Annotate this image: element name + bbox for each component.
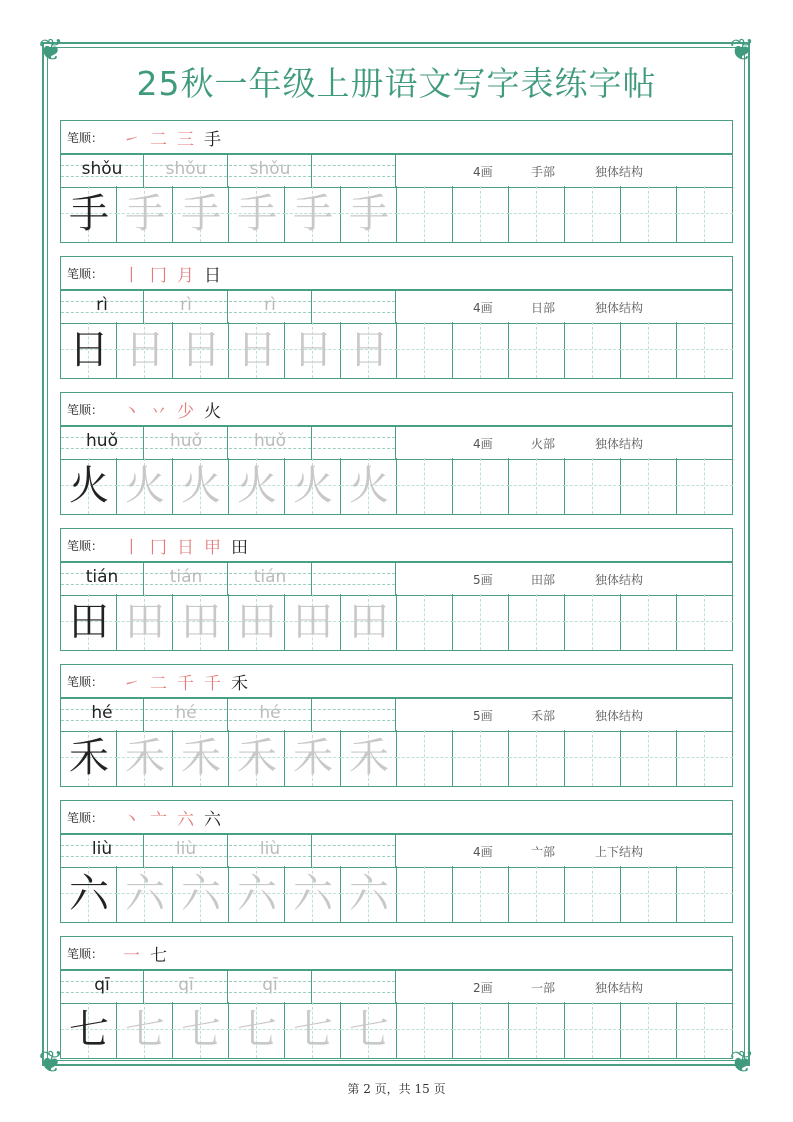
pinyin-box <box>229 563 312 595</box>
trace-character: 火 <box>125 463 165 509</box>
stroke-step: 丷 <box>150 401 167 422</box>
stroke-order-label: 笔顺： <box>67 675 104 689</box>
pinyin-box <box>145 835 228 867</box>
pinyin-text: shǒu <box>81 159 123 179</box>
stroke-order-label: 笔顺： <box>67 539 104 553</box>
pinyin-text: liù <box>91 839 113 859</box>
grid-cell <box>117 186 173 242</box>
pinyin-box <box>313 291 396 323</box>
pinyin-box <box>313 971 396 1003</box>
empty-grid-cell[interactable] <box>453 866 509 922</box>
empty-grid-cell[interactable] <box>621 1002 677 1058</box>
stroke-step: 冂 <box>150 265 167 286</box>
stroke-sequence <box>123 394 221 424</box>
pinyin-text: huǒ <box>254 431 286 451</box>
grid-cell <box>229 186 285 242</box>
empty-grid-cell[interactable] <box>565 1002 621 1058</box>
model-character: 火 <box>69 463 109 509</box>
pinyin-row <box>60 562 733 596</box>
grid-cell <box>61 866 117 922</box>
trace-character: 禾 <box>181 735 221 781</box>
structure: 独体结构 <box>595 437 644 451</box>
stroke-count: 4画 <box>473 301 493 315</box>
empty-grid-cell[interactable] <box>509 1002 565 1058</box>
pinyin-box <box>145 971 228 1003</box>
stroke-count: 4画 <box>473 845 493 859</box>
empty-grid-cell[interactable] <box>397 866 453 922</box>
trace-character: 手 <box>181 191 221 237</box>
stroke-step: 千 <box>204 673 221 694</box>
pinyin-row <box>60 154 733 188</box>
grid-cell <box>173 594 229 650</box>
pinyin-box <box>61 563 144 595</box>
pinyin-text: liù <box>175 839 197 859</box>
grid-cell <box>229 458 285 514</box>
stroke-step: 手 <box>204 129 221 150</box>
trace-character: 六 <box>293 871 333 917</box>
pinyin-box <box>229 699 312 731</box>
structure: 独体结构 <box>595 301 644 315</box>
grid-cell <box>61 594 117 650</box>
pinyin-text: liù <box>259 839 281 859</box>
pinyin-box <box>61 699 144 731</box>
stroke-count: 4画 <box>473 165 493 179</box>
stroke-step: 丨 <box>123 537 140 558</box>
grid-cell <box>117 1002 173 1058</box>
pinyin-text: tián <box>169 567 203 587</box>
radical: 亠部 <box>531 845 556 859</box>
structure: 独体结构 <box>595 709 644 723</box>
pinyin-box <box>229 835 312 867</box>
grid-cell <box>61 730 117 786</box>
stroke-step: 三 <box>177 129 194 150</box>
trace-character: 田 <box>125 599 165 645</box>
pinyin-text: shǒu <box>165 159 207 179</box>
stroke-step: 丶 <box>123 401 140 422</box>
radical: 田部 <box>531 573 556 587</box>
grid-cell <box>341 186 397 242</box>
empty-grid-cell[interactable] <box>397 458 453 514</box>
radical: 火部 <box>531 437 556 451</box>
trace-character: 六 <box>237 871 277 917</box>
pinyin-box <box>61 291 144 323</box>
stroke-step: 日 <box>204 265 221 286</box>
pinyin-box <box>229 291 312 323</box>
grid-cell <box>117 866 173 922</box>
corner-ornament-icon: ❦ <box>38 1045 64 1080</box>
stroke-order-row <box>60 256 733 290</box>
stroke-step: 六 <box>204 809 221 830</box>
pinyin-row <box>60 834 733 868</box>
trace-character: 七 <box>293 1007 333 1053</box>
trace-character: 六 <box>349 871 389 917</box>
grid-cell <box>341 594 397 650</box>
pinyin-row <box>60 426 733 460</box>
writing-grid <box>60 1002 733 1059</box>
stroke-order-label: 笔顺： <box>67 403 104 417</box>
pinyin-box <box>229 971 312 1003</box>
pinyin-text: shǒu <box>249 159 291 179</box>
writing-grid <box>60 730 733 787</box>
stroke-sequence <box>123 122 221 152</box>
model-character: 手 <box>69 191 109 237</box>
grid-cell <box>173 866 229 922</box>
writing-grid <box>60 322 733 379</box>
empty-grid-cell[interactable] <box>621 186 677 242</box>
grid-cell <box>229 866 285 922</box>
grid-cell <box>285 1002 341 1058</box>
stroke-sequence <box>123 666 248 696</box>
trace-character: 火 <box>181 463 221 509</box>
pinyin-row <box>60 970 733 1004</box>
stroke-order-label: 笔顺： <box>67 811 104 825</box>
stroke-step: 冂 <box>150 537 167 558</box>
writing-grid <box>60 458 733 515</box>
empty-grid-cell[interactable] <box>397 1002 453 1058</box>
grid-cell <box>117 730 173 786</box>
pinyin-box <box>145 563 228 595</box>
empty-grid-cell[interactable] <box>453 730 509 786</box>
empty-grid-cell[interactable] <box>565 594 621 650</box>
empty-grid-cell[interactable] <box>621 594 677 650</box>
stroke-step: 甲 <box>204 537 221 558</box>
grid-cell <box>229 1002 285 1058</box>
trace-character: 日 <box>125 327 165 373</box>
pinyin-text: huǒ <box>170 431 202 451</box>
stroke-order-row <box>60 528 733 562</box>
grid-cell <box>117 594 173 650</box>
grid-cell <box>61 186 117 242</box>
pinyin-box <box>145 427 228 459</box>
character-block <box>60 120 733 244</box>
empty-grid-cell[interactable] <box>565 458 621 514</box>
trace-character: 田 <box>293 599 333 645</box>
grid-cell <box>285 866 341 922</box>
stroke-order-row <box>60 664 733 698</box>
stroke-count: 4画 <box>473 437 493 451</box>
trace-character: 禾 <box>349 735 389 781</box>
page-title: 25秋一年级上册语文写字表练字帖 <box>136 64 657 103</box>
pinyin-box <box>313 155 396 187</box>
stroke-step: ㇀ <box>123 129 140 150</box>
empty-grid-cell[interactable] <box>453 322 509 378</box>
stroke-step: 禾 <box>231 673 248 694</box>
character-block <box>60 936 733 1060</box>
pinyin-text: qī <box>178 975 194 995</box>
empty-grid-cell[interactable] <box>509 866 565 922</box>
trace-character: 禾 <box>125 735 165 781</box>
stroke-step: 田 <box>231 537 248 558</box>
stroke-order-label: 笔顺： <box>67 131 104 145</box>
radical: 日部 <box>531 301 556 315</box>
stroke-order-row <box>60 800 733 834</box>
pinyin-box <box>229 155 312 187</box>
empty-grid-cell[interactable] <box>565 730 621 786</box>
trace-character: 七 <box>237 1007 277 1053</box>
stroke-order-row <box>60 392 733 426</box>
trace-character: 田 <box>349 599 389 645</box>
trace-character: 日 <box>293 327 333 373</box>
pinyin-text: huǒ <box>86 431 118 451</box>
grid-cell <box>285 594 341 650</box>
pinyin-text: tián <box>253 567 287 587</box>
trace-character: 日 <box>349 327 389 373</box>
grid-cell <box>61 322 117 378</box>
corner-ornament-icon: ❦ <box>38 33 64 68</box>
grid-cell <box>61 1002 117 1058</box>
trace-character: 手 <box>125 191 165 237</box>
trace-character: 七 <box>125 1007 165 1053</box>
structure: 独体结构 <box>595 981 644 995</box>
empty-grid-cell[interactable] <box>509 322 565 378</box>
grid-cell <box>341 458 397 514</box>
stroke-step: 千 <box>177 673 194 694</box>
grid-cell <box>341 322 397 378</box>
trace-character: 手 <box>349 191 389 237</box>
stroke-step: ㇀ <box>123 673 140 694</box>
corner-ornament-icon: ❦ <box>729 1045 755 1080</box>
grid-cell <box>341 1002 397 1058</box>
stroke-order-label: 笔顺： <box>67 947 104 961</box>
pinyin-text: hé <box>259 703 281 723</box>
trace-character: 手 <box>293 191 333 237</box>
empty-grid-cell[interactable] <box>509 730 565 786</box>
trace-character: 火 <box>349 463 389 509</box>
model-character: 六 <box>69 871 109 917</box>
trace-character: 田 <box>237 599 277 645</box>
empty-grid-cell[interactable] <box>565 866 621 922</box>
empty-grid-cell[interactable] <box>677 322 733 378</box>
pinyin-text: rì <box>180 295 192 315</box>
trace-character: 手 <box>237 191 277 237</box>
pinyin-box <box>229 427 312 459</box>
empty-grid-cell[interactable] <box>565 186 621 242</box>
empty-grid-cell[interactable] <box>453 1002 509 1058</box>
pinyin-box <box>61 155 144 187</box>
trace-character: 禾 <box>293 735 333 781</box>
stroke-count: 2画 <box>473 981 493 995</box>
character-block <box>60 664 733 788</box>
pinyin-box <box>145 699 228 731</box>
empty-grid-cell[interactable] <box>453 458 509 514</box>
empty-grid-cell[interactable] <box>397 594 453 650</box>
grid-cell <box>341 730 397 786</box>
trace-character: 六 <box>181 871 221 917</box>
character-block <box>60 392 733 516</box>
grid-cell <box>173 186 229 242</box>
pinyin-box <box>61 427 144 459</box>
empty-grid-cell[interactable] <box>677 186 733 242</box>
grid-cell <box>229 322 285 378</box>
stroke-sequence <box>123 802 221 832</box>
corner-ornament-icon: ❦ <box>729 33 755 68</box>
empty-grid-cell[interactable] <box>677 1002 733 1058</box>
grid-cell <box>173 730 229 786</box>
stroke-order-label: 笔顺： <box>67 267 104 281</box>
writing-grid <box>60 186 733 243</box>
stroke-count: 5画 <box>473 709 493 723</box>
structure: 独体结构 <box>595 573 644 587</box>
stroke-step: 二 <box>150 673 167 694</box>
grid-cell <box>173 1002 229 1058</box>
radical: 禾部 <box>531 709 556 723</box>
model-character: 日 <box>69 327 109 373</box>
grid-cell <box>229 594 285 650</box>
stroke-order-row <box>60 936 733 970</box>
stroke-step: 亠 <box>150 809 167 830</box>
pinyin-box <box>61 835 144 867</box>
stroke-step: 月 <box>177 265 194 286</box>
grid-cell <box>173 322 229 378</box>
trace-character: 火 <box>293 463 333 509</box>
stroke-sequence <box>123 938 167 968</box>
pinyin-row <box>60 698 733 732</box>
pinyin-text: rì <box>264 295 276 315</box>
stroke-step: 二 <box>150 129 167 150</box>
structure: 上下结构 <box>595 845 644 859</box>
empty-grid-cell[interactable] <box>453 186 509 242</box>
stroke-step: 少 <box>177 401 194 422</box>
stroke-step: 七 <box>150 945 167 966</box>
grid-cell <box>117 322 173 378</box>
empty-grid-cell[interactable] <box>565 322 621 378</box>
empty-grid-cell[interactable] <box>397 186 453 242</box>
pinyin-text: tián <box>85 567 119 587</box>
trace-character: 七 <box>349 1007 389 1053</box>
character-block <box>60 528 733 652</box>
stroke-step: 火 <box>204 401 221 422</box>
grid-cell <box>285 458 341 514</box>
trace-character: 日 <box>181 327 221 373</box>
pinyin-box <box>61 971 144 1003</box>
pinyin-text: qī <box>94 975 110 995</box>
empty-grid-cell[interactable] <box>621 866 677 922</box>
empty-grid-cell[interactable] <box>509 458 565 514</box>
pinyin-box <box>145 291 228 323</box>
pinyin-text: hé <box>175 703 197 723</box>
pinyin-box <box>313 699 396 731</box>
radical: 手部 <box>531 165 556 179</box>
empty-grid-cell[interactable] <box>677 594 733 650</box>
trace-character: 火 <box>237 463 277 509</box>
trace-character: 田 <box>181 599 221 645</box>
trace-character: 七 <box>181 1007 221 1053</box>
pinyin-text: rì <box>96 295 108 315</box>
trace-character: 禾 <box>237 735 277 781</box>
empty-grid-cell[interactable] <box>397 322 453 378</box>
stroke-step: 丶 <box>123 809 140 830</box>
stroke-step: 六 <box>177 809 194 830</box>
grid-cell <box>285 730 341 786</box>
pinyin-text: hé <box>91 703 113 723</box>
trace-character: 日 <box>237 327 277 373</box>
character-block <box>60 800 733 924</box>
model-character: 禾 <box>69 735 109 781</box>
stroke-step: 日 <box>177 537 194 558</box>
empty-grid-cell[interactable] <box>677 866 733 922</box>
stroke-order-row <box>60 120 733 154</box>
empty-grid-cell[interactable] <box>621 322 677 378</box>
pinyin-box <box>313 427 396 459</box>
structure: 独体结构 <box>595 165 644 179</box>
empty-grid-cell[interactable] <box>621 458 677 514</box>
empty-grid-cell[interactable] <box>509 594 565 650</box>
stroke-count: 5画 <box>473 573 493 587</box>
page-footer: 第 2 页，共 15 页 <box>347 1082 446 1096</box>
stroke-sequence <box>123 258 221 288</box>
character-block <box>60 256 733 380</box>
trace-character: 六 <box>125 871 165 917</box>
grid-cell <box>117 458 173 514</box>
grid-cell <box>229 730 285 786</box>
stroke-step: 丨 <box>123 265 140 286</box>
empty-grid-cell[interactable] <box>621 730 677 786</box>
grid-cell <box>285 186 341 242</box>
model-character: 田 <box>69 599 109 645</box>
pinyin-row <box>60 290 733 324</box>
empty-grid-cell[interactable] <box>677 458 733 514</box>
writing-grid <box>60 866 733 923</box>
grid-cell <box>173 458 229 514</box>
model-character: 七 <box>69 1007 109 1053</box>
pinyin-text: qī <box>262 975 278 995</box>
stroke-step: 一 <box>123 945 140 966</box>
grid-cell <box>61 458 117 514</box>
radical: 一部 <box>531 981 556 995</box>
empty-grid-cell[interactable] <box>677 730 733 786</box>
pinyin-box <box>313 563 396 595</box>
pinyin-box <box>313 835 396 867</box>
pinyin-box <box>145 155 228 187</box>
stroke-sequence <box>123 530 248 560</box>
grid-cell <box>285 322 341 378</box>
writing-grid <box>60 594 733 651</box>
grid-cell <box>341 866 397 922</box>
empty-grid-cell[interactable] <box>397 730 453 786</box>
empty-grid-cell[interactable] <box>509 186 565 242</box>
empty-grid-cell[interactable] <box>453 594 509 650</box>
